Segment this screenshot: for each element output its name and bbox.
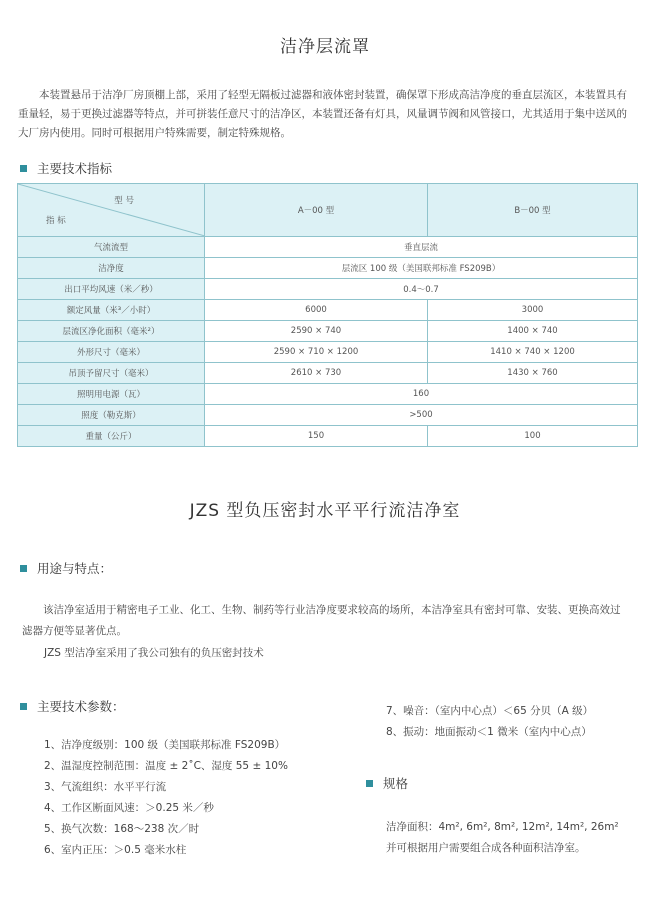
- row-label: 照明用电源（瓦）: [18, 384, 205, 405]
- row-label: 额定风量（米³／小时）: [18, 300, 205, 321]
- row-value-a: 6000: [205, 300, 428, 321]
- square-bullet-icon: [20, 565, 27, 572]
- row-value-b: 1400 × 740: [428, 321, 638, 342]
- row-value-b: 3000: [428, 300, 638, 321]
- size-note-text: 并可根据用户需要组合成各种面积洁净室。: [386, 842, 586, 854]
- list-item: 2、温湿度控制范围：温度 ± 2˚C、湿度 55 ± 10%: [44, 760, 288, 772]
- table-row: [18, 405, 638, 426]
- table-row: [18, 342, 638, 363]
- section-size-label: 规格: [383, 776, 409, 791]
- head-index-label: 指 标: [46, 216, 66, 226]
- section-use-heading: [20, 559, 112, 577]
- row-label: 照度（勒克斯）: [18, 405, 205, 426]
- table-row: [18, 384, 638, 405]
- row-value-a: 2610 × 730: [205, 363, 428, 384]
- size-block: [386, 817, 638, 859]
- list-item: 7、噪音：（室内中心点）＜65 分贝（A 级）: [386, 705, 594, 717]
- row-value: >500: [205, 405, 638, 426]
- row-value-a: 150: [205, 426, 428, 447]
- square-bullet-icon: [20, 703, 27, 710]
- head-type-label: 型 号: [114, 196, 134, 206]
- row-label: 层流区净化面积（毫米²）: [18, 321, 205, 342]
- row-label: 吊顶予留尺寸（毫米）: [18, 363, 205, 384]
- row-label: 洁净度: [18, 258, 205, 279]
- list-item: 5、换气次数：168～238 次／时: [44, 823, 200, 835]
- model-a-header: A－00 型: [205, 184, 428, 237]
- diagonal-line-icon: [18, 184, 205, 236]
- section-size-heading: [366, 774, 408, 792]
- row-value-a: 2590 × 740: [205, 321, 428, 342]
- list-item: 4、工作区断面风速：＞0.25 米／秒: [44, 802, 214, 814]
- section-use-label: 用途与特点：: [37, 561, 113, 576]
- model-b-header: B－00 型: [428, 184, 638, 237]
- row-value: 层流区 100 级（美国联邦标准 FS209B）: [205, 258, 638, 279]
- list-item: 3、气流组织：水平平行流: [44, 781, 167, 793]
- table-row: [18, 426, 638, 447]
- row-value: 垂直层流: [205, 237, 638, 258]
- row-label: 出口平均风速（米／秒）: [18, 279, 205, 300]
- section-spec-label: 主要技术指标: [37, 161, 113, 176]
- row-value-a: 2590 × 710 × 1200: [205, 342, 428, 363]
- square-bullet-icon: [366, 780, 373, 787]
- table-row: [18, 279, 638, 300]
- table-row: [18, 363, 638, 384]
- params-list-right: [386, 701, 636, 743]
- section-spec-heading: [20, 159, 112, 177]
- size-area-text: 洁净面积：4m², 6m², 8m², 12m², 14m², 26m²: [386, 821, 619, 833]
- page-title: 洁净层流罩: [280, 37, 370, 57]
- row-label: 重量（公斤）: [18, 426, 205, 447]
- row-value: 160: [205, 384, 638, 405]
- table-row: [18, 300, 638, 321]
- square-bullet-icon: [20, 165, 27, 172]
- row-value-b: 100: [428, 426, 638, 447]
- table-row: [18, 258, 638, 279]
- table-row: [18, 237, 638, 258]
- row-value-b: 1430 × 760: [428, 363, 638, 384]
- table-row: [18, 321, 638, 342]
- section-params-label: 主要技术参数：: [37, 699, 125, 714]
- row-label: 气流流型: [18, 237, 205, 258]
- list-item: 1、洁净度级别：100 级（美国联邦标准 FS209B）: [44, 739, 286, 751]
- row-label: 外形尺寸（毫米）: [18, 342, 205, 363]
- use-paragraph-2: JZS 型洁净室采用了我公司独有的负压密封技术: [44, 647, 264, 659]
- second-title: JZS 型负压密封水平平行流洁净室: [189, 501, 461, 521]
- section-params-heading: [20, 697, 125, 715]
- row-value-b: 1410 × 740 × 1200: [428, 342, 638, 363]
- list-item: 6、室内正压：＞0.5 毫米水柱: [44, 844, 187, 856]
- row-value: 0.4～0.7: [205, 279, 638, 300]
- table-corner-cell: [18, 184, 205, 237]
- params-list: [44, 735, 364, 861]
- spec-table: [17, 183, 638, 447]
- list-item: 8、振动：地面振动＜1 微米（室内中心点）: [386, 726, 592, 738]
- use-paragraph: 该洁净室适用于精密电子工业、化工、生物、制药等行业洁净度要求较高的场所，本洁净室具有密封可靠、安装、更换高效过滤器方便等显著优点。: [22, 604, 621, 637]
- intro-paragraph: 本装置悬吊于洁净厂房顶棚上部，采用了轻型无隔板过滤器和液体密封装置，确保罩下形成高洁净度的垂直层流区，本装置具有重量轻，易于更换过滤器等特点，并可拼装任意尺寸的洁净区，本装置还备有灯具，风量调节阀和风管接口，尤其适用于集中送风的大厂房内使用。同时可根据用户特殊需要，制定特殊规格。: [18, 89, 627, 139]
- table-header-row: [18, 184, 638, 237]
